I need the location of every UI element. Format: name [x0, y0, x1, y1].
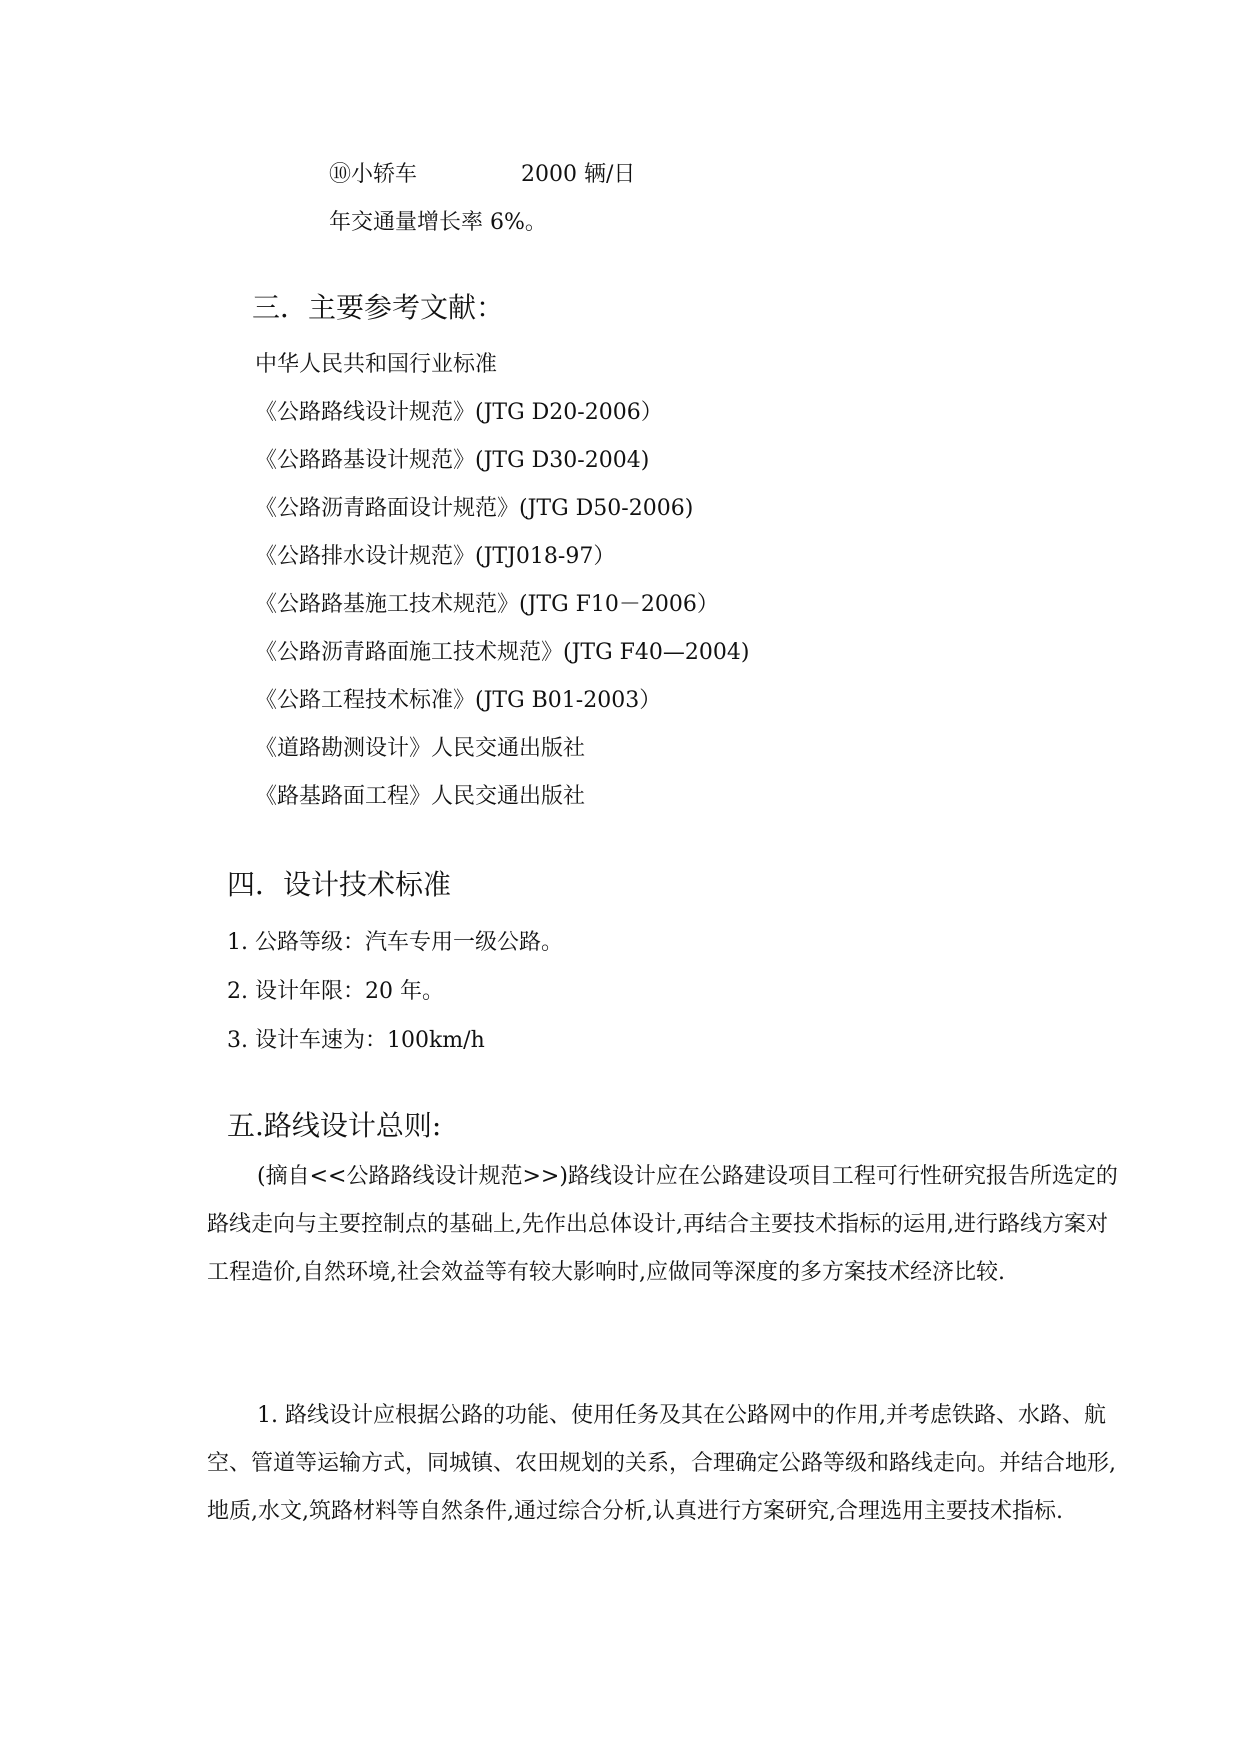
- standards-heading: 四．设计技术标准: [227, 868, 452, 901]
- reference-item: 《道路勘测设计》人民交通出版社: [255, 736, 586, 761]
- traffic-car-item: ⑩小轿车: [329, 162, 418, 187]
- reference-item: 《公路工程技术标准》(JTG B01-2003）: [255, 688, 662, 713]
- principles-paragraph-1: (摘自<<公路路线设计规范>>)路线设计应在公路建设项目工程可行性研究报告所选定的路线走向与主要控制点的基础上,先作出总体设计,再结合主要技术指标的运用,进行路线方案对工程造价,自然环境,社会效益等有较大影响时,应做同等深度的多方案技术经济比较.: [207, 1164, 1118, 1285]
- standard-item: 2. 设计年限：20 年。: [227, 979, 444, 1004]
- principles-paragraph-2: 1. 路线设计应根据公路的功能、使用任务及其在公路网中的作用,并考虑铁路、水路、航空、管道等运输方式，同城镇、农田规划的关系，合理确定公路等级和路线走向。并结合地形,地质,水文,筑路材料等自然条件,通过综合分析,认真进行方案研究,合理选用主要技术指标.: [207, 1403, 1116, 1524]
- standard-item: 3. 设计车速为：100km/h: [227, 1028, 485, 1053]
- reference-item: 《公路排水设计规范》(JTJ018-97）: [255, 544, 616, 569]
- principles-heading: 五.路线设计总则:: [227, 1109, 442, 1142]
- reference-item: 《公路沥青路面设计规范》(JTG D50-2006): [255, 496, 694, 521]
- standard-item: 1. 公路等级：汽车专用一级公路。: [227, 930, 563, 955]
- references-intro: 中华人民共和国行业标准: [255, 352, 498, 377]
- references-heading: 三．主要参考文献：: [252, 291, 505, 324]
- reference-item: 《公路路基施工技术规范》(JTG F10－2006）: [255, 592, 719, 617]
- reference-item: 《路基路面工程》人民交通出版社: [255, 784, 586, 809]
- reference-item: 《公路沥青路面施工技术规范》(JTG F40—2004): [255, 640, 750, 665]
- traffic-car-volume: 2000 辆/日: [521, 162, 636, 187]
- traffic-car-row: [329, 160, 635, 190]
- reference-item: 《公路路基设计规范》(JTG D30-2004): [255, 448, 650, 473]
- reference-item: 《公路路线设计规范》(JTG D20-2006）: [255, 400, 663, 425]
- traffic-growth-rate: 年交通量增长率 6%。: [329, 210, 547, 235]
